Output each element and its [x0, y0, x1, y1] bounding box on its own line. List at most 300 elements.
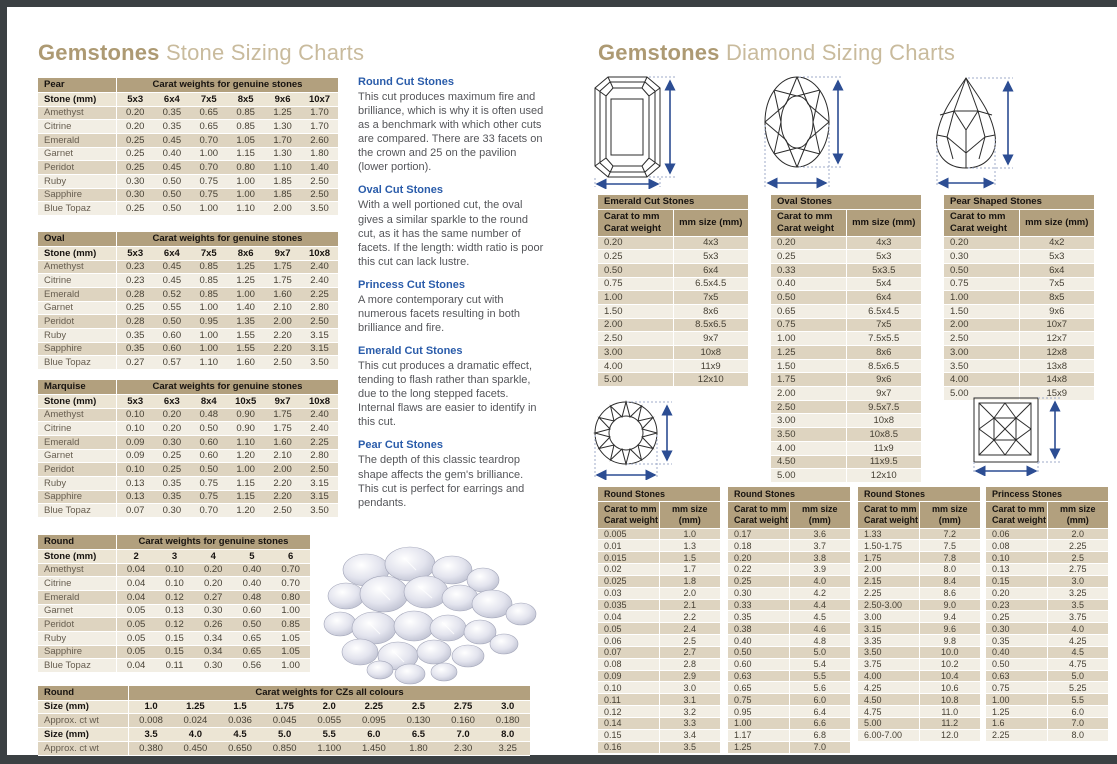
table-cell: Blue Topaz — [38, 659, 117, 673]
table-row — [598, 611, 720, 623]
table-cell: 3.9 — [789, 564, 850, 576]
table-row — [858, 599, 980, 611]
table-cell: 0.50 — [190, 463, 227, 477]
table-cell: 3.1 — [659, 694, 720, 706]
table-row — [771, 318, 921, 332]
table-cell: mm size (mm) — [1019, 209, 1094, 236]
table-row — [771, 359, 921, 373]
table-cell: 1.10 — [190, 356, 227, 370]
table-cell: Carat to mm Carat weight — [771, 209, 846, 236]
cut-title: Pear Cut Stones — [358, 439, 443, 452]
table-cell: 3.75 — [1047, 611, 1108, 623]
table-cell: 5x3 — [117, 246, 154, 260]
table-cell: 0.50 — [944, 263, 1019, 277]
cut-body: With a well portioned cut, the oval gives a similar sparkle to the round cut, as it has the same number of facets. If the length: width ratio is poor this cut can lack lustre. — [358, 199, 544, 268]
table-cell: 1.75 — [262, 700, 307, 714]
table-cell: 0.57 — [153, 356, 190, 370]
table-row — [598, 635, 720, 647]
table-cell: 1.10 — [264, 161, 301, 175]
table-subheader-row — [38, 246, 338, 260]
table-cell: 0.15 — [155, 631, 194, 645]
table-cell: 4x3 — [846, 236, 921, 250]
table-row — [944, 291, 1094, 305]
table-cell: 0.65 — [233, 645, 272, 659]
table-cell: 1.0 — [129, 700, 174, 714]
table-row — [38, 202, 338, 216]
table-row — [771, 332, 921, 346]
table-cell: Citrine — [38, 274, 117, 288]
table-cell: 4.5 — [1047, 646, 1108, 658]
table-cell: Peridot — [38, 315, 117, 329]
table-cell: 4.6 — [789, 623, 850, 635]
table-cell: 7.8 — [919, 552, 980, 564]
table-cell: 2.8 — [659, 658, 720, 670]
table-row — [38, 476, 338, 490]
table-cell: 6x4 — [153, 92, 190, 106]
table-cell: 10.8 — [919, 694, 980, 706]
table-row — [944, 236, 1094, 250]
table-cell: Carat weights for genuine stones — [117, 232, 339, 246]
table-row — [986, 587, 1108, 599]
table-cell: 12x7 — [1019, 332, 1094, 346]
table-row — [598, 277, 748, 291]
table-cell: 1.25 — [227, 260, 264, 274]
table-cell: 8.4 — [919, 575, 980, 587]
table-cell: 9.8 — [919, 635, 980, 647]
table-cell: 0.14 — [598, 718, 659, 730]
table-cell: 0.01 — [598, 540, 659, 552]
table-cell: 0.38 — [728, 623, 789, 635]
table-cell: 0.12 — [155, 618, 194, 632]
table-cell: Stone (mm) — [38, 92, 117, 106]
table-cell: 1.75 — [264, 408, 301, 422]
table-cell: 0.450 — [173, 741, 218, 755]
round-genuine-table-container — [38, 535, 310, 673]
table-cell: 1.05 — [271, 631, 310, 645]
table-cell: 3.50 — [301, 202, 338, 216]
table-row — [38, 504, 338, 518]
table-cell: 1.7 — [659, 564, 720, 576]
table-cell: 6.4 — [789, 706, 850, 718]
table-cell: 0.25 — [598, 250, 673, 264]
table-row — [598, 646, 720, 658]
table-cell: 3.15 — [301, 328, 338, 342]
table-cell: 0.15 — [155, 645, 194, 659]
table-cell: 1.75 — [264, 422, 301, 436]
table-row — [728, 599, 850, 611]
table-cell: 6.5 — [396, 728, 441, 742]
table-cell: 0.850 — [262, 741, 307, 755]
table-cell: 7x5 — [673, 291, 748, 305]
table-cell: 1.00 — [728, 718, 789, 730]
table-row — [728, 694, 850, 706]
table-cell: 2.25 — [986, 729, 1047, 741]
table-row — [598, 682, 720, 694]
table-cell: 11.2 — [919, 718, 980, 730]
table-cell: 3.2 — [659, 706, 720, 718]
table-cell: 3.75 — [858, 658, 919, 670]
table-cell: Blue Topaz — [38, 356, 117, 370]
cut-title: Princess Cut Stones — [358, 278, 465, 291]
table-cell: 1.25 — [986, 706, 1047, 718]
table-cell: 2.80 — [301, 301, 338, 315]
right-page-title — [598, 40, 955, 66]
table-cell: 2.0 — [659, 587, 720, 599]
emerald-cut-diagram — [593, 75, 681, 189]
table-cell: 0.20 — [153, 422, 190, 436]
table-cell: 3.50 — [858, 646, 919, 658]
table-cell: Pear Shaped Stones — [944, 195, 1094, 209]
table-cell: 4.0 — [789, 575, 850, 587]
oval-carat-table-container — [771, 195, 921, 483]
table-row — [771, 304, 921, 318]
table-cell: 7.2 — [919, 528, 980, 540]
table-cell: 0.10 — [598, 682, 659, 694]
cut-section-oval — [358, 184, 546, 268]
table-cell: 11.0 — [919, 706, 980, 718]
table-cell: 8x6 — [846, 346, 921, 360]
cut-descriptions — [358, 76, 546, 520]
table-cell: 0.130 — [396, 714, 441, 728]
table-row — [944, 332, 1094, 346]
table-cell: 3.50 — [771, 428, 846, 442]
table-cell: Peridot — [38, 463, 117, 477]
table-cell: 0.63 — [986, 670, 1047, 682]
table-cell: 0.50 — [153, 174, 190, 188]
table-cell: 0.52 — [153, 287, 190, 301]
table-cell: 12x8 — [1019, 346, 1094, 360]
table-cell: 0.04 — [117, 563, 156, 577]
table-row — [38, 435, 338, 449]
table-cell: 0.09 — [598, 670, 659, 682]
table-row — [986, 564, 1108, 576]
table-cell: 8.5x6.5 — [846, 359, 921, 373]
table-cell: 0.70 — [190, 133, 227, 147]
table-cell: 2.40 — [301, 422, 338, 436]
table-cell: mm size (mm) — [1047, 501, 1108, 528]
table-cell: 2.20 — [264, 490, 301, 504]
table-cell: Carat to mm Carat weight — [598, 501, 659, 528]
table-cell: 11x9 — [846, 441, 921, 455]
table-cell: Oval — [38, 232, 117, 246]
table-row — [728, 575, 850, 587]
table-cell: Garnet — [38, 147, 117, 161]
table-cell: 3.35 — [858, 635, 919, 647]
table-cell: 0.08 — [598, 658, 659, 670]
table-cell: 2.4 — [659, 623, 720, 635]
table-subheader-row — [986, 501, 1108, 528]
table-cell: Emerald Cut Stones — [598, 195, 748, 209]
table-row — [728, 682, 850, 694]
table-row — [986, 670, 1108, 682]
cut-title: Emerald Cut Stones — [358, 345, 463, 358]
table-cell: 0.20 — [986, 587, 1047, 599]
table-cell: 0.85 — [190, 260, 227, 274]
table-cell: 0.10 — [117, 422, 154, 436]
table-row — [771, 373, 921, 387]
table-cell: 2.20 — [264, 342, 301, 356]
table-cell: 6x4 — [1019, 263, 1094, 277]
table-cell: 3.15 — [858, 623, 919, 635]
table-row — [598, 263, 748, 277]
round-stones-table — [728, 487, 850, 754]
table-cell: 0.07 — [598, 646, 659, 658]
table-cell: 3.7 — [789, 540, 850, 552]
table-cell: 9x6 — [1019, 304, 1094, 318]
table-row — [728, 670, 850, 682]
table-cell: 1.80 — [301, 147, 338, 161]
table-cell: 1.70 — [301, 106, 338, 120]
table-row — [38, 422, 338, 436]
table-cell: 4.25 — [1047, 635, 1108, 647]
table-cell: 11x9 — [673, 359, 748, 373]
table-row — [986, 682, 1108, 694]
table-subheader-row — [38, 92, 338, 106]
round-stones-table — [858, 487, 980, 742]
round-stones-table-1-container — [598, 487, 720, 754]
table-cell: 0.20 — [771, 236, 846, 250]
table-cell: 0.70 — [271, 577, 310, 591]
table-cell: 5.0 — [789, 646, 850, 658]
table-cell: 0.380 — [129, 741, 174, 755]
table-cell: 4.0 — [173, 728, 218, 742]
table-cell: 0.35 — [986, 635, 1047, 647]
table-row — [986, 729, 1108, 741]
table-row — [771, 263, 921, 277]
table-cell: 2.20 — [264, 328, 301, 342]
table-cell: Round — [38, 535, 117, 549]
table-cell: Ruby — [38, 174, 117, 188]
table-cell: 0.85 — [227, 106, 264, 120]
table-cell: 0.20 — [598, 236, 673, 250]
table-cell: 2.50-3.00 — [858, 599, 919, 611]
table-cell: 1.00 — [190, 301, 227, 315]
table-cell: 1.60 — [264, 435, 301, 449]
table-cell: 5x4 — [846, 277, 921, 291]
table-cell: 3.00 — [944, 346, 1019, 360]
table-cell: 9x6 — [846, 373, 921, 387]
table-cell: 2.1 — [659, 599, 720, 611]
table-row — [38, 604, 310, 618]
table-cell: Round Stones — [728, 487, 850, 501]
table-cell: 0.20 — [117, 120, 154, 134]
cz-table-container — [38, 686, 530, 756]
table-row — [38, 728, 530, 742]
table-cell: Amethyst — [38, 563, 117, 577]
table-cell: 4.0 — [1047, 623, 1108, 635]
table-cell: 2.10 — [264, 449, 301, 463]
table-cell: 0.30 — [153, 435, 190, 449]
table-row — [728, 564, 850, 576]
table-cell: Round Stones — [858, 487, 980, 501]
table-cell: 7.5x5.5 — [846, 332, 921, 346]
princess-stones-table — [986, 487, 1108, 742]
table-cell: 5x3.5 — [846, 263, 921, 277]
table-cell: 0.12 — [155, 590, 194, 604]
table-row — [598, 575, 720, 587]
table-cell: 0.34 — [194, 631, 233, 645]
table-cell: 0.50 — [986, 658, 1047, 670]
table-row — [771, 428, 921, 442]
table-row — [598, 304, 748, 318]
table-cell: Carat to mm Carat weight — [728, 501, 789, 528]
table-cell: 0.35 — [728, 611, 789, 623]
table-cell: 1.20 — [227, 504, 264, 518]
table-cell: 0.04 — [598, 611, 659, 623]
table-cell: 0.30 — [194, 604, 233, 618]
table-header-row — [728, 487, 850, 501]
table-cell: Ruby — [38, 476, 117, 490]
table-row — [598, 658, 720, 670]
table-cell: 0.75 — [598, 277, 673, 291]
table-cell: 7x5 — [190, 92, 227, 106]
table-cell: 0.75 — [986, 682, 1047, 694]
table-cell: 1.33 — [858, 528, 919, 540]
table-cell: 2.50 — [301, 315, 338, 329]
table-cell: 0.60 — [233, 604, 272, 618]
table-cell: 0.50 — [153, 188, 190, 202]
table-cell: 10x8 — [301, 394, 338, 408]
table-cell: mm size (mm) — [659, 501, 720, 528]
table-cell: 5.25 — [1047, 682, 1108, 694]
table-cell: 2.50 — [301, 463, 338, 477]
table-cell: 9.4 — [919, 611, 980, 623]
table-cell: 1.00 — [190, 147, 227, 161]
table-cell: 10x7 — [1019, 318, 1094, 332]
table-cell: 0.45 — [153, 133, 190, 147]
table-row — [598, 564, 720, 576]
table-cell: 1.50 — [944, 304, 1019, 318]
table-cell: 2.50 — [944, 332, 1019, 346]
table-cell: 1.00 — [190, 342, 227, 356]
table-row — [986, 552, 1108, 564]
table-cell: 5.5 — [1047, 694, 1108, 706]
table-cell: 0.70 — [190, 504, 227, 518]
table-cell: 0.13 — [155, 604, 194, 618]
table-cell: 0.035 — [598, 599, 659, 611]
table-cell: 0.10 — [986, 552, 1047, 564]
table-header-row — [771, 195, 921, 209]
table-cell: 2.25 — [1047, 540, 1108, 552]
table-cell: 8.6 — [919, 587, 980, 599]
table-cell: 0.12 — [598, 706, 659, 718]
table-cell: 0.11 — [155, 659, 194, 673]
table-cell: 5.6 — [789, 682, 850, 694]
table-cell: 1.00 — [771, 332, 846, 346]
table-cell: 1.10 — [227, 202, 264, 216]
table-row — [986, 635, 1108, 647]
table-row — [38, 700, 530, 714]
table-row — [728, 611, 850, 623]
table-cell: 0.036 — [218, 714, 263, 728]
table-row — [858, 729, 980, 741]
round-stones-table — [598, 487, 720, 754]
table-cell: 0.024 — [173, 714, 218, 728]
table-cell: 0.20 — [153, 408, 190, 422]
table-cell: 0.80 — [271, 590, 310, 604]
table-cell: 0.50 — [771, 291, 846, 305]
table-cell: 0.35 — [153, 106, 190, 120]
table-cell: 6x4 — [673, 263, 748, 277]
table-row — [38, 659, 310, 673]
emerald-cut-stones-table — [598, 195, 748, 387]
table-cell: 0.015 — [598, 552, 659, 564]
table-cell: 1.5 — [659, 552, 720, 564]
table-row — [858, 528, 980, 540]
table-cell: 5.4 — [789, 658, 850, 670]
table-cell: 10.2 — [919, 658, 980, 670]
table-cell: 4.75 — [858, 706, 919, 718]
table-cell: 0.35 — [117, 342, 154, 356]
table-cell: 0.20 — [728, 552, 789, 564]
table-row — [38, 741, 530, 755]
table-cell: 2.75 — [1047, 564, 1108, 576]
table-cell: 0.06 — [986, 528, 1047, 540]
table-cell: 2.50 — [264, 356, 301, 370]
table-cell: 1.25 — [173, 700, 218, 714]
table-row — [986, 611, 1108, 623]
table-cell: 0.75 — [190, 476, 227, 490]
table-cell: Citrine — [38, 120, 117, 134]
table-cell: Carat weights for CZs all colours — [129, 686, 531, 700]
table-cell: 0.095 — [352, 714, 397, 728]
table-cell: 0.025 — [598, 575, 659, 587]
round-stones-table-2-container — [728, 487, 850, 754]
table-cell: 0.09 — [117, 435, 154, 449]
table-cell: 4.50 — [771, 455, 846, 469]
table-row — [598, 741, 720, 753]
table-row — [986, 646, 1108, 658]
table-cell: 1.60 — [227, 356, 264, 370]
table-cell: 1.15 — [227, 476, 264, 490]
table-cell: 12x10 — [673, 373, 748, 387]
table-cell: Oval Stones — [771, 195, 921, 209]
table-cell: 5x3 — [117, 92, 154, 106]
table-cell: 1.00 — [986, 694, 1047, 706]
cut-title: Round Cut Stones — [358, 76, 454, 88]
table-cell: Carat to mm Carat weight — [986, 501, 1047, 528]
table-cell: 0.20 — [117, 106, 154, 120]
table-row — [598, 540, 720, 552]
table-cell: 0.40 — [153, 147, 190, 161]
table-cell: 2.5 — [396, 700, 441, 714]
pear-shaped-stones-table — [944, 195, 1094, 401]
table-cell: 8x4 — [190, 394, 227, 408]
table-cell: 10x8.5 — [846, 428, 921, 442]
pear-carat-table-container — [944, 195, 1094, 401]
table-cell: 0.25 — [153, 449, 190, 463]
princess-stones-table-container — [986, 487, 1108, 742]
table-row — [728, 587, 850, 599]
table-cell: 4.00 — [771, 441, 846, 455]
table-cell: Sapphire — [38, 645, 117, 659]
table-cell: 4.50 — [858, 694, 919, 706]
table-cell: 9.5x7.5 — [846, 400, 921, 414]
table-cell: 1.55 — [227, 342, 264, 356]
table-header-row — [38, 686, 530, 700]
table-row — [771, 250, 921, 264]
table-row — [38, 714, 530, 728]
table-row — [38, 618, 310, 632]
table-cell: 2.00 — [944, 318, 1019, 332]
table-cell: 1.15 — [227, 490, 264, 504]
table-cell: 0.35 — [153, 120, 190, 134]
table-row — [858, 718, 980, 730]
marquise-genuine-table — [38, 380, 338, 518]
table-cell: 2.2 — [659, 611, 720, 623]
table-cell: 0.70 — [271, 563, 310, 577]
table-cell: Sapphire — [38, 188, 117, 202]
